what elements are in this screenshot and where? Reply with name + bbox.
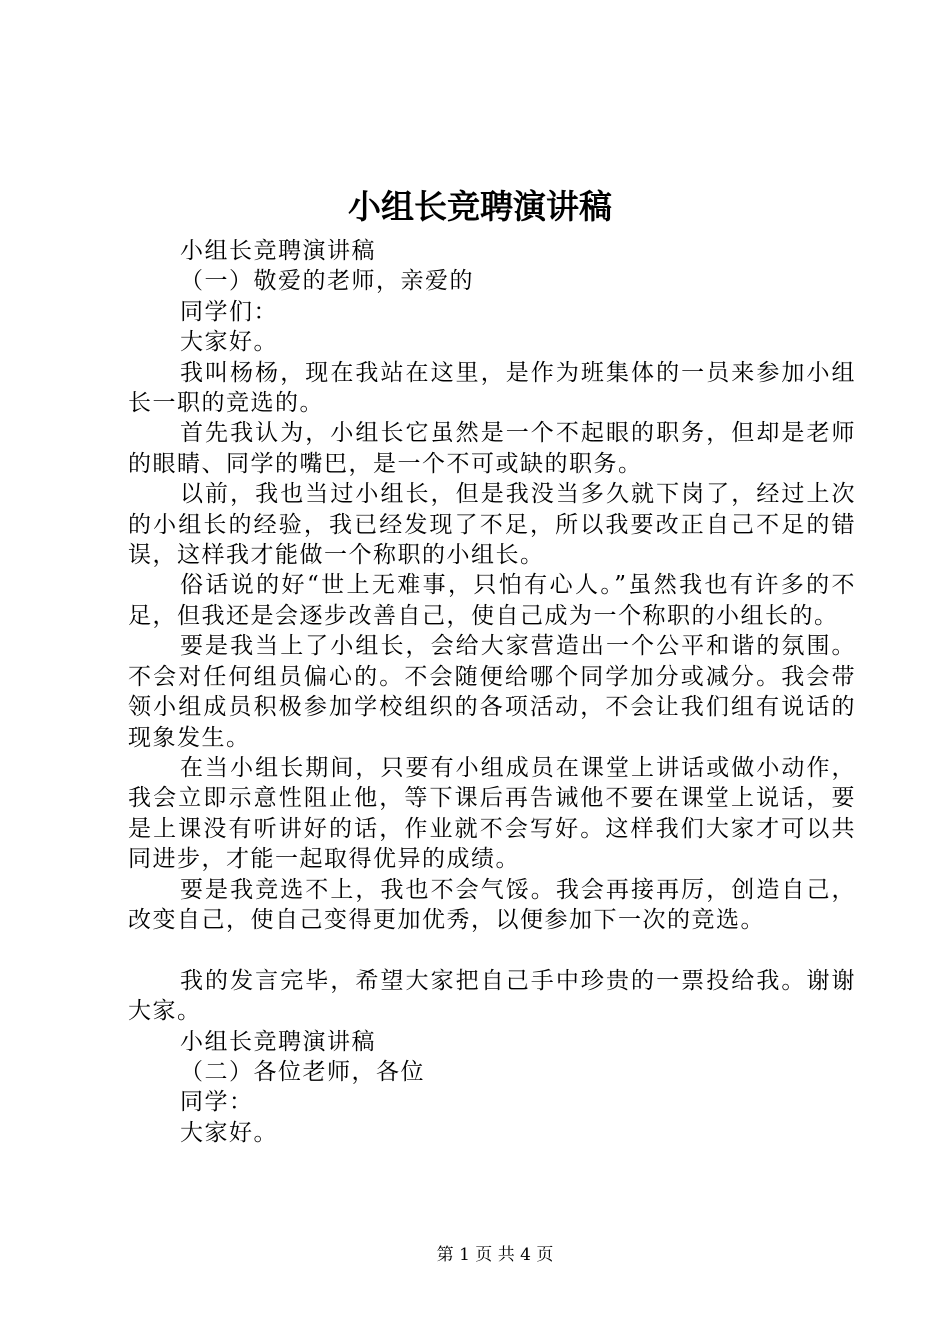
paragraph-proverb: 俗话说的好“世上无难事，只怕有心人。”虽然我也有许多的不足，但我还是会逐步改善自己，使自己成为一个称职的小组长的。	[128, 572, 856, 629]
paragraph-duties: 在当小组长期间，只要有小组成员在课堂上讲话或做小动作，我会立即示意性阻止他，等下课后再告诫他不要在课堂上说话，要是上课没有听讲好的话，作业就不会写好。这样我们大家才可以共同进步，才能一起取得优异的成绩。	[128, 754, 856, 873]
paragraph-opinion: 首先我认为，小组长它虽然是一个不起眼的职务，但却是老师的眼睛、同学的嘴巴，是一个不可或缺的职务。	[128, 420, 856, 477]
document-title: 小组长竞聘演讲稿	[348, 187, 612, 226]
paragraph-greeting-1: 大家好。	[180, 329, 278, 356]
page-footer: 第 1 页 共 4 页	[436, 1245, 554, 1265]
paragraph-salutation-1: （一）敬爱的老师，亲爱的	[180, 268, 474, 295]
paragraph-plan: 要是我当上了小组长，会给大家营造出一个公平和谐的氛围。不会对任何组员偏心的。不会随便给哪个同学加分或减分。我会带领小组成员积极参加学校组织的各项活动，不会让我们组有说话的现象发生。	[128, 633, 856, 751]
paragraph-salutation-1b: 同学们：	[180, 298, 278, 325]
paragraph-spacer	[128, 935, 856, 965]
paragraph-salutation-2b: 同学：	[180, 1089, 254, 1116]
paragraph-experience: 以前，我也当过小组长，但是我没当多久就下岗了，经过上次的小组长的经验，我已经发现了不足，所以我要改正自己不足的错误，这样我才能做一个称职的小组长。	[128, 481, 856, 569]
paragraph-salutation-2: （二）各位老师，各位	[180, 1058, 425, 1085]
paragraph-subtitle-2: 小组长竞聘演讲稿	[180, 1028, 376, 1055]
paragraph-greeting-2: 大家好。	[180, 1119, 278, 1146]
paragraph-intro: 我叫杨杨，现在我站在这里，是作为班集体的一员来参加小组长一职的竞选的。	[128, 359, 856, 417]
paragraph-closing: 我的发言完毕，希望大家把自己手中珍贵的一票投给我。谢谢大家。	[128, 967, 856, 1025]
document-body	[128, 236, 856, 1148]
paragraph-subtitle-1: 小组长竞聘演讲稿	[180, 238, 376, 264]
paragraph-fallback: 要是我竞选不上，我也不会气馁。我会再接再厉，创造自己，改变自己，使自己变得更加优秀，以便参加下一次的竞选。	[128, 876, 856, 933]
